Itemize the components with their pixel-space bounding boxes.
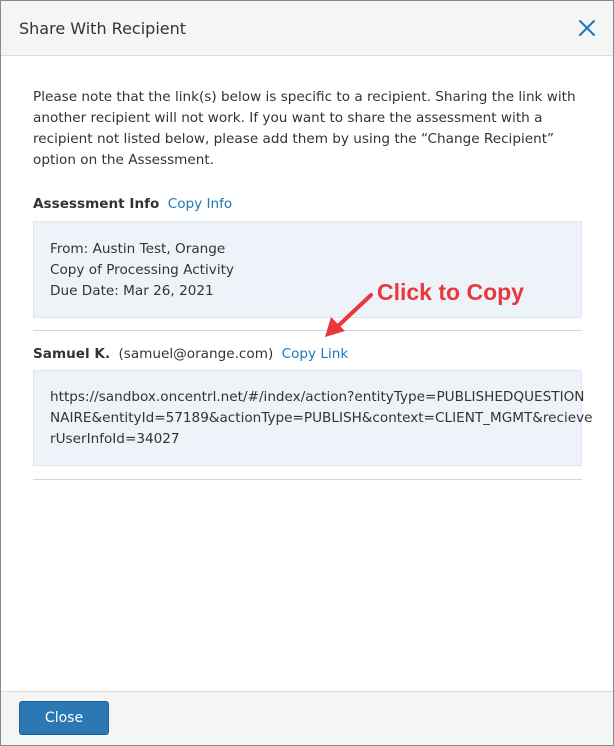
click-to-copy-annotation: Click to Copy [377,279,524,305]
close-button[interactable]: Close [19,701,109,735]
red-arrow-icon [319,289,379,345]
recipient-url-line: NAIRE&entityId=57189&actionType=PUBLISH&context=CLIENT_MGMT&recieve [50,410,593,426]
recipient-header [33,346,348,362]
recipient-notice-text: Please note that the link(s) below is specific to a recipient. Sharing the link with another recipient will not work. If you want to share the assessment with a recipient not listed below, please add them by using the “Change Recipient” option on the Assessment. [33,89,576,168]
dialog-footer [1,691,613,745]
dialog-header [1,1,613,56]
recipient-url-line: https://sandbox.oncentrl.net/#/index/action?entityType=PUBLISHEDQUESTION [50,389,585,405]
assessment-due-date-line: Due Date: Mar 26, 2021 [50,283,214,299]
copy-info-link[interactable]: Copy Info [167,196,233,212]
assessment-name-line: Copy of Processing Activity [50,262,234,278]
close-x-icon[interactable] [574,15,600,41]
section-divider [33,479,582,480]
assessment-info-label: Assessment Info [33,196,160,212]
recipient-url-line: rUserInfoId=34027 [50,431,180,447]
section-divider [33,330,582,331]
copy-link-link[interactable]: Copy Link [281,346,349,362]
dialog-title: Share With Recipient [19,19,187,38]
recipient-link-box [33,370,593,466]
assessment-from-line: From: Austin Test, Orange [50,241,226,257]
recipient-name: Samuel K. [33,346,111,362]
assessment-info-header [33,196,232,212]
recipient-email: (samuel@orange.com) [118,346,274,362]
